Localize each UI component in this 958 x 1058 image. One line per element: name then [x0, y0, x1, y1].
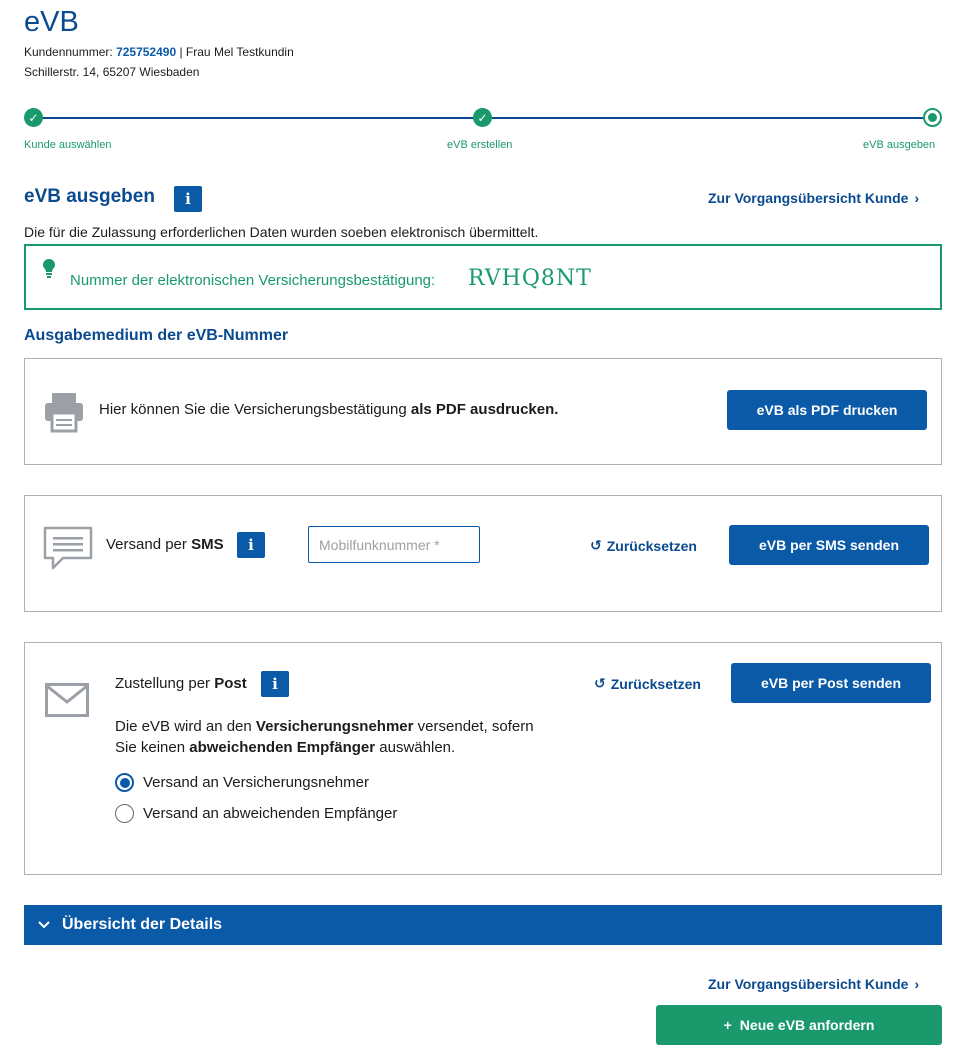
sms-reset-link[interactable]	[590, 537, 697, 554]
radio-label-policyholder: Versand an Versicherungsnehmer	[143, 774, 369, 791]
post-description	[115, 716, 534, 758]
pdf-text-prefix: Hier können Sie die Versicherungsbestätigung	[99, 401, 407, 418]
pdf-text	[99, 401, 558, 418]
overview-link-top[interactable]	[708, 190, 919, 206]
chat-bubble-icon	[43, 526, 93, 572]
step-1-check-icon: ✓	[24, 108, 43, 127]
overview-link-bottom[interactable]	[708, 976, 919, 992]
chevron-down-icon	[38, 916, 50, 934]
post-panel	[24, 642, 942, 875]
post-text	[115, 675, 247, 692]
printer-icon	[43, 391, 85, 433]
sms-text-prefix: Versand per	[106, 536, 187, 553]
accordion-label: Übersicht der Details	[62, 916, 223, 933]
step-label-kunde-auswaehlen: Kunde auswählen	[24, 139, 112, 151]
post-desc-2: versendet, sofern	[417, 718, 534, 735]
send-post-button[interactable]: eVB per Post senden	[731, 663, 931, 703]
evb-number-value: RVHQ8NT	[468, 266, 592, 291]
post-desc-1: Die eVB wird an den	[115, 718, 252, 735]
post-desc-bold-2: abweichenden Empfänger	[189, 739, 376, 756]
radio-checked-icon[interactable]	[115, 773, 134, 792]
customer-info	[24, 45, 294, 59]
sms-panel	[24, 495, 942, 612]
post-desc-3: Sie keinen	[115, 739, 186, 756]
radio-label-other-recipient: Versand an abweichenden Empfänger	[143, 805, 398, 822]
post-info-icon[interactable]: i	[261, 671, 289, 697]
customer-number: 725752490	[116, 45, 177, 59]
sms-text-bold: SMS	[191, 536, 224, 553]
medium-title: Ausgabemedium der eVB-Nummer	[24, 327, 289, 344]
overview-link-label: Zur Vorgangsübersicht Kunde	[708, 190, 909, 206]
customer-address: Schillerstr. 14, 65207 Wiesbaden	[24, 65, 200, 79]
new-evb-button[interactable]	[656, 1005, 942, 1045]
post-text-bold: Post	[214, 675, 247, 692]
chevron-right-icon: ›	[914, 190, 920, 206]
step-label-evb-erstellen: eVB erstellen	[447, 139, 513, 151]
chevron-right-icon: ›	[914, 976, 920, 992]
radio-option-other-recipient[interactable]	[115, 804, 397, 823]
post-reset-link[interactable]	[594, 675, 701, 692]
step-3-current-icon	[923, 108, 942, 127]
section-info-icon[interactable]: i	[174, 186, 202, 212]
plus-icon: +	[723, 1017, 732, 1033]
post-reset-label: Zurücksetzen	[610, 675, 701, 692]
post-text-prefix: Zustellung per	[115, 675, 211, 692]
intro-text: Die für die Zulassung erforderlichen Daten wurden soeben elektronisch übermittelt.	[24, 224, 539, 240]
customer-number-label: Kundennummer:	[24, 45, 113, 59]
pdf-text-bold: als PDF ausdrucken.	[410, 401, 559, 418]
reset-icon: ↺	[594, 675, 606, 691]
print-pdf-button[interactable]: eVB als PDF drucken	[727, 390, 927, 430]
details-accordion[interactable]	[24, 905, 942, 945]
overview-link-bottom-label: Zur Vorgangsübersicht Kunde	[708, 976, 909, 992]
sms-reset-label: Zurücksetzen	[606, 537, 697, 554]
reset-icon: ↺	[590, 537, 602, 553]
step-2-check-icon: ✓	[473, 108, 492, 127]
radio-option-policyholder[interactable]	[115, 773, 369, 792]
sms-text	[106, 536, 224, 553]
customer-name: | Frau Mel Testkundin	[179, 45, 294, 59]
page-title: eVB	[24, 6, 79, 38]
section-title: eVB ausgeben	[24, 186, 155, 207]
envelope-icon	[45, 683, 89, 717]
evb-number-box	[24, 244, 942, 310]
mobile-number-input[interactable]	[308, 526, 480, 563]
sms-info-icon[interactable]: i	[237, 532, 265, 558]
lightbulb-icon	[42, 258, 56, 280]
new-evb-label: Neue eVB anfordern	[739, 1017, 875, 1033]
pdf-panel	[24, 358, 942, 465]
evb-number-label: Nummer der elektronischen Versicherungsbestätigung:	[70, 272, 436, 289]
post-desc-4: auswählen.	[379, 739, 456, 756]
step-label-evb-ausgeben: eVB ausgeben	[863, 139, 936, 151]
send-sms-button[interactable]: eVB per SMS senden	[729, 525, 929, 565]
radio-unchecked-icon[interactable]	[115, 804, 134, 823]
post-desc-bold-1: Versicherungsnehmer	[255, 718, 414, 735]
